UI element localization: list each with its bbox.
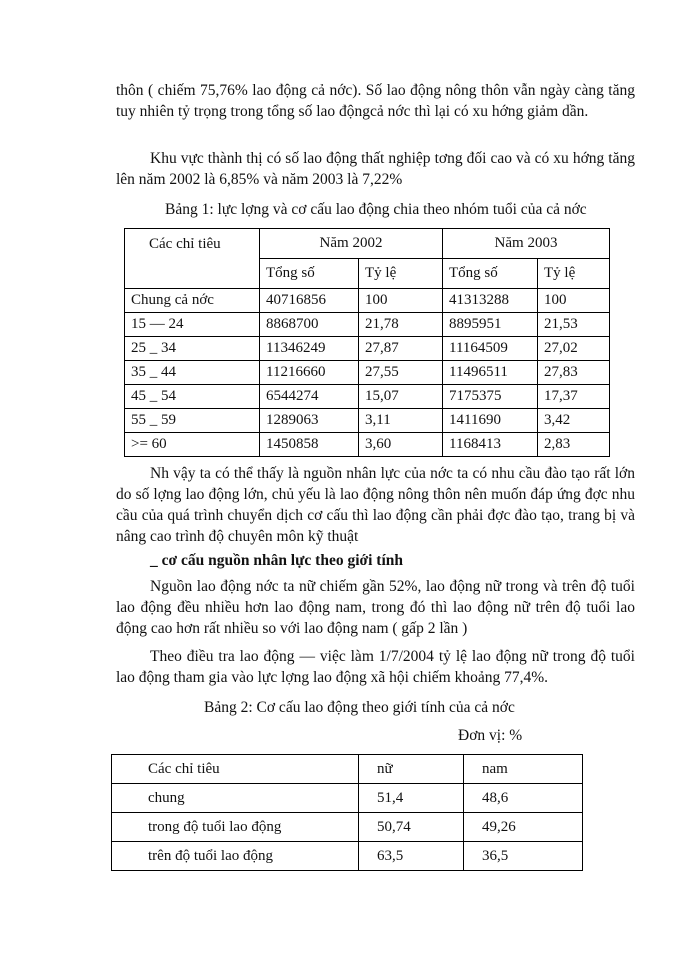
table2-female-header: nữ bbox=[359, 755, 464, 784]
total-2003-cell: 11496511 bbox=[443, 361, 538, 385]
row-label: 35 _ 44 bbox=[125, 361, 260, 385]
total-2003-cell: 7175375 bbox=[443, 385, 538, 409]
table-row bbox=[125, 361, 610, 385]
ratio-2003-cell: 2,83 bbox=[538, 433, 610, 457]
paragraph-gender-structure: Nguồn lao động nớc ta nữ chiếm gần 52%, lao động nữ trong và trên độ tuổi lao động đều nhiều hơn lao động nam, trong đó thì lao động nữ trên độ tuổi lao động cao hơn rất nhiều so với lao động nam ( gấp 2 lần ) bbox=[116, 578, 635, 637]
row-label: 15 — 24 bbox=[125, 313, 260, 337]
table-row bbox=[125, 313, 610, 337]
table-row bbox=[125, 409, 610, 433]
total-2002-cell: 8868700 bbox=[260, 313, 359, 337]
paragraph-rural-labor: thôn ( chiếm 75,76% lao động cả nớc). Số lao động nông thôn vẫn ngày càng tăng tuy nhiên tỷ trọng trong tổng số lao độngcả nớc thì lại có xu hớng giảm dần. bbox=[116, 82, 635, 120]
table-row bbox=[125, 433, 610, 457]
table-row bbox=[112, 784, 583, 813]
table-row bbox=[125, 337, 610, 361]
table2-male-header: nam bbox=[464, 755, 583, 784]
ratio-2003-cell: 21,53 bbox=[538, 313, 610, 337]
table1-total-2002-header: Tổng số bbox=[260, 259, 359, 289]
female-cell: 51,4 bbox=[359, 784, 464, 813]
ratio-2003-cell: 27,83 bbox=[538, 361, 610, 385]
row-label: 55 _ 59 bbox=[125, 409, 260, 433]
table1-total-2003-header: Tổng số bbox=[443, 259, 538, 289]
ratio-2003-cell: 27,02 bbox=[538, 337, 610, 361]
table2-indicator-header: Các chỉ tiêu bbox=[112, 755, 359, 784]
male-cell: 49,26 bbox=[464, 813, 583, 842]
row-label: chung bbox=[112, 784, 359, 813]
table-row bbox=[125, 385, 610, 409]
table-row bbox=[112, 813, 583, 842]
row-label: trên độ tuổi lao động bbox=[112, 842, 359, 871]
paragraph-urban-unemployment: Khu vực thành thị có số lao động thất nghiệp tơng đối cao và có xu hớng tăng lên năm 2002 là 6,85% và năm 2003 là 7,22% bbox=[116, 150, 635, 188]
total-2002-cell: 11216660 bbox=[260, 361, 359, 385]
row-label: 45 _ 54 bbox=[125, 385, 260, 409]
table-row bbox=[125, 289, 610, 313]
ratio-2002-cell: 15,07 bbox=[359, 385, 443, 409]
table-row bbox=[112, 842, 583, 871]
male-cell: 48,6 bbox=[464, 784, 583, 813]
table2-caption: Bảng 2: Cơ cấu lao động theo giới tính của cả nớc bbox=[204, 699, 515, 716]
ratio-2002-cell: 3,60 bbox=[359, 433, 443, 457]
paragraph-training-needs: Nh vậy ta có thể thấy là nguồn nhân lực của nớc ta có nhu cầu đào tạo rất lớn do số lợng lao động lớn, chủ yếu là lao động nông thôn nên muốn đáp ứng đợc nhu cầu của quá trình chuyển dịch cơ cấu thì lao động cần phải đợc đào tạo, trang bị và nâng cao trình độ chuyên môn kỹ thuật bbox=[116, 465, 635, 545]
table1-caption: Bảng 1: lực lợng và cơ cấu lao động chia theo nhóm tuổi của cả nớc bbox=[165, 201, 587, 218]
row-label: >= 60 bbox=[125, 433, 260, 457]
male-cell: 36,5 bbox=[464, 842, 583, 871]
labor-by-age-table bbox=[124, 228, 610, 457]
ratio-2003-cell: 3,42 bbox=[538, 409, 610, 433]
ratio-2002-cell: 27,55 bbox=[359, 361, 443, 385]
row-label: Chung cả nớc bbox=[125, 289, 260, 313]
row-label: 25 _ 34 bbox=[125, 337, 260, 361]
ratio-2002-cell: 21,78 bbox=[359, 313, 443, 337]
table1-ratio-2003-header: Tỷ lệ bbox=[538, 259, 610, 289]
total-2003-cell: 11164509 bbox=[443, 337, 538, 361]
total-2003-cell: 41313288 bbox=[443, 289, 538, 313]
ratio-2002-cell: 3,11 bbox=[359, 409, 443, 433]
total-2003-cell: 1168413 bbox=[443, 433, 538, 457]
ratio-2003-cell: 17,37 bbox=[538, 385, 610, 409]
total-2002-cell: 6544274 bbox=[260, 385, 359, 409]
total-2002-cell: 11346249 bbox=[260, 337, 359, 361]
table1-ratio-2002-header: Tỷ lệ bbox=[359, 259, 443, 289]
total-2003-cell: 8895951 bbox=[443, 313, 538, 337]
total-2002-cell: 1450858 bbox=[260, 433, 359, 457]
female-cell: 63,5 bbox=[359, 842, 464, 871]
table1-year-2002-header: Năm 2002 bbox=[260, 229, 443, 259]
table1-year-2003-header: Năm 2003 bbox=[443, 229, 610, 259]
ratio-2003-cell: 100 bbox=[538, 289, 610, 313]
ratio-2002-cell: 27,87 bbox=[359, 337, 443, 361]
total-2002-cell: 40716856 bbox=[260, 289, 359, 313]
ratio-2002-cell: 100 bbox=[359, 289, 443, 313]
table-row bbox=[112, 755, 583, 784]
row-label: trong độ tuổi lao động bbox=[112, 813, 359, 842]
female-cell: 50,74 bbox=[359, 813, 464, 842]
paragraph-survey: Theo điều tra lao động — việc làm 1/7/2004 tỷ lệ lao động nữ trong độ tuổi lao động tham gia vào lực lợng lao động xã hội chiếm khoảng 77,4%. bbox=[116, 648, 635, 686]
table1-indicator-header: Các chỉ tiêu bbox=[125, 229, 260, 289]
total-2003-cell: 1411690 bbox=[443, 409, 538, 433]
unit-label: Đơn vị: % bbox=[458, 727, 523, 744]
labor-by-gender-table bbox=[111, 754, 583, 871]
total-2002-cell: 1289063 bbox=[260, 409, 359, 433]
section-heading: _ cơ cấu nguồn nhân lực theo giới tính bbox=[150, 552, 403, 569]
